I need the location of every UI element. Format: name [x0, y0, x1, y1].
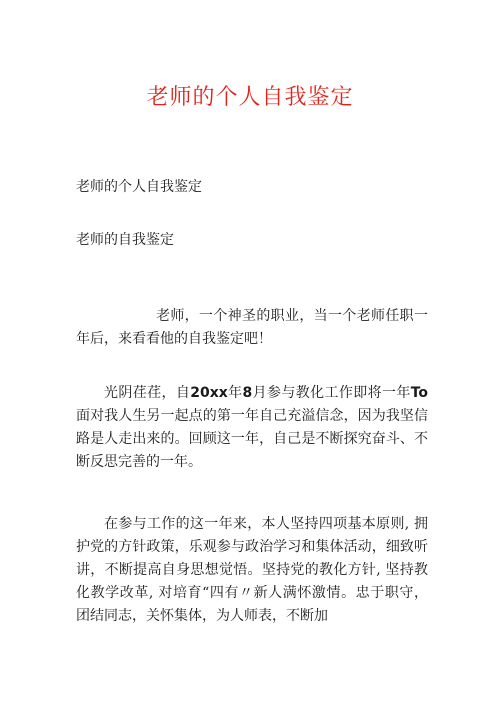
- paragraph-1-part-b: 年: [227, 385, 243, 401]
- subheading-self-appraisal: 老师的自我鉴定: [76, 232, 174, 248]
- paragraph-1-to: To: [410, 385, 429, 401]
- paragraph-1-part-a: 光阴荏荏，自: [104, 385, 191, 401]
- subheading-personal-appraisal: 老师的个人自我鉴定: [76, 179, 202, 195]
- paragraph-1-part-d: 面对我人生另一起点的第一年自己充溢信念，因为我坚信路是人走出来的。回顾这一年，自己是不断探究奋斗、不断反思完善的一年。: [76, 408, 428, 470]
- paragraph-1: [76, 382, 428, 474]
- paragraph-2: 在参与工作的这一年来，本人坚持四项基本原则, 拥护党的方针政策，乐观参与政治学习和集体活动，细致听讲，不断提高自身思想觉悟。坚持党的教化方针, 坚持教化教学改革, 对培育“四有〃新人满怀激情。忠于职守，团结同志，关怀集体，为人师表，不断加: [76, 516, 428, 624]
- paragraph-1-year: 20xx: [190, 385, 228, 401]
- document-title: 老师的个人自我鉴定: [146, 85, 354, 110]
- paragraph-1-part-c: 月参与教化工作即将一年: [252, 385, 411, 401]
- intro-paragraph: 老师，一个神圣的职业，当一个老师任职一年后，来看看他的自我鉴定吧！: [76, 308, 428, 347]
- paragraph-1-month: 8: [242, 385, 253, 401]
